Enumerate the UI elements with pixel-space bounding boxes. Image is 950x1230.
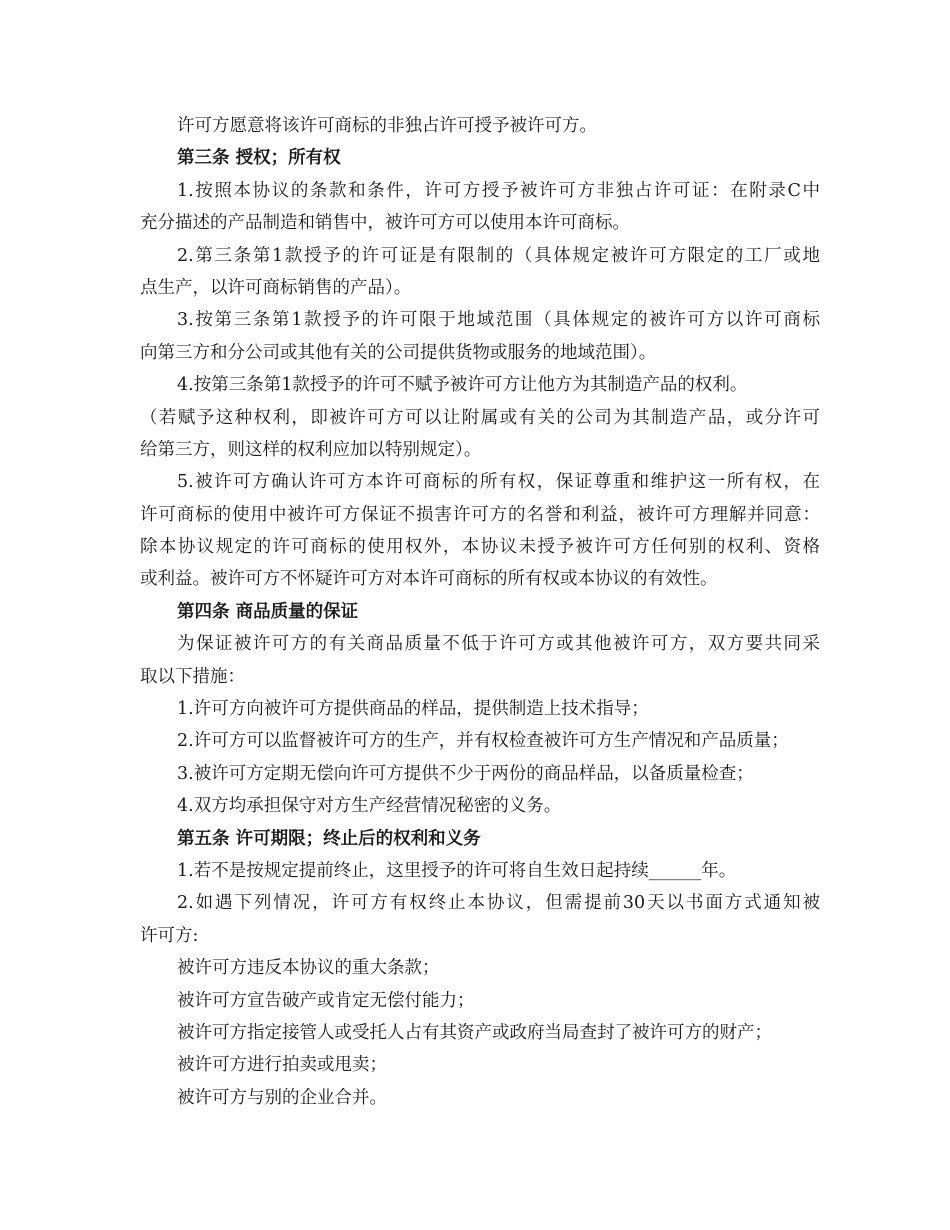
paragraph-line: （若赋予这种权利，即被许可方可以让附属或有关的公司为其制造产品，或分许可 bbox=[140, 407, 820, 428]
list-item: 被许可方宣告破产或肯定无偿付能力； bbox=[177, 990, 475, 1011]
paragraph-line: 2.如遇下列情况，许可方有权终止本协议，但需提前30天以书面方式通知被 bbox=[177, 893, 820, 914]
paragraph-line: 给第三方，则这样的权利应加以特别规定）。 bbox=[140, 439, 482, 460]
paragraph-line: 取以下措施： bbox=[140, 666, 245, 687]
paragraph-line: 4.按第三条第1款授予的许可不赋予被许可方让他方为其制造产品的权利。 bbox=[177, 375, 748, 396]
document-page bbox=[140, 110, 820, 1114]
list-item: 被许可方指定接管人或受托人占有其资产或政府当局查封了被许可方的财产； bbox=[177, 1022, 772, 1043]
list-item: 被许可方与别的企业合并。 bbox=[177, 1087, 387, 1108]
paragraph-line: 1.按照本协议的条款和条件，许可方授予被许可方非独占许可证：在附录C中 bbox=[177, 180, 820, 201]
paragraph-line: 点生产，以许可商标销售的产品）。 bbox=[140, 277, 412, 298]
paragraph-line: 许可方愿意将该许可商标的非独占许可授予被许可方。 bbox=[177, 116, 597, 136]
section-heading-3: 第三条 授权；所有权 bbox=[177, 148, 341, 169]
paragraph-line: 1.若不是按规定提前终止，这里授予的许可将自生效日起持续______年。 bbox=[177, 860, 737, 881]
section-heading-5: 第五条 许可期限；终止后的权利和义务 bbox=[177, 828, 481, 849]
paragraph-line: 许可方: bbox=[140, 925, 199, 946]
paragraph-line: 除本协议规定的许可商标的使用权外，本协议未授予被许可方任何别的权利、资格 bbox=[140, 537, 820, 558]
list-item: 被许可方违反本协议的重大条款； bbox=[177, 958, 440, 979]
paragraph-line: 向第三方和分公司或其他有关的公司提供货物或服务的地域范围）。 bbox=[140, 342, 657, 363]
paragraph-line: 1.许可方向被许可方提供商品的样品，提供制造上技术指导； bbox=[177, 699, 649, 720]
paragraph-line: 3.被许可方定期无偿向许可方提供不少于两份的商品样品，以备质量检查； bbox=[177, 763, 754, 784]
list-item: 被许可方进行拍卖或甩卖； bbox=[177, 1055, 387, 1076]
paragraph-line: 2.第三条第1款授予的许可证是有限制的（具体规定被许可方限定的工厂或地 bbox=[177, 245, 820, 266]
paragraph-line: 为保证被许可方的有关商品质量不低于许可方或其他被许可方，双方要共同采 bbox=[177, 634, 820, 655]
paragraph-line: 4.双方均承担保守对方生产经营情况秘密的义务。 bbox=[177, 796, 562, 817]
paragraph-line: 2.许可方可以监督被许可方的生产，并有权检查被许可方生产情况和产品质量； bbox=[177, 731, 789, 752]
section-heading-4: 第四条 商品质量的保证 bbox=[177, 601, 359, 622]
paragraph-line: 许可商标的使用中被许可方保证不损害许可方的名誉和利益，被许可方理解并同意： bbox=[140, 504, 820, 525]
paragraph-line: 充分描述的产品制造和销售中，被许可方可以使用本许可商标。 bbox=[140, 213, 630, 234]
paragraph-line: 或利益。被许可方不怀疑许可方对本许可商标的所有权或本协议的有效性。 bbox=[140, 569, 718, 590]
paragraph-line: 5.被许可方确认许可方本许可商标的所有权，保证尊重和维护这一所有权，在 bbox=[177, 472, 820, 493]
paragraph-line: 3.按第三条第1款授予的许可限于地域范围（具体规定的被许可方以许可商标 bbox=[177, 310, 820, 331]
